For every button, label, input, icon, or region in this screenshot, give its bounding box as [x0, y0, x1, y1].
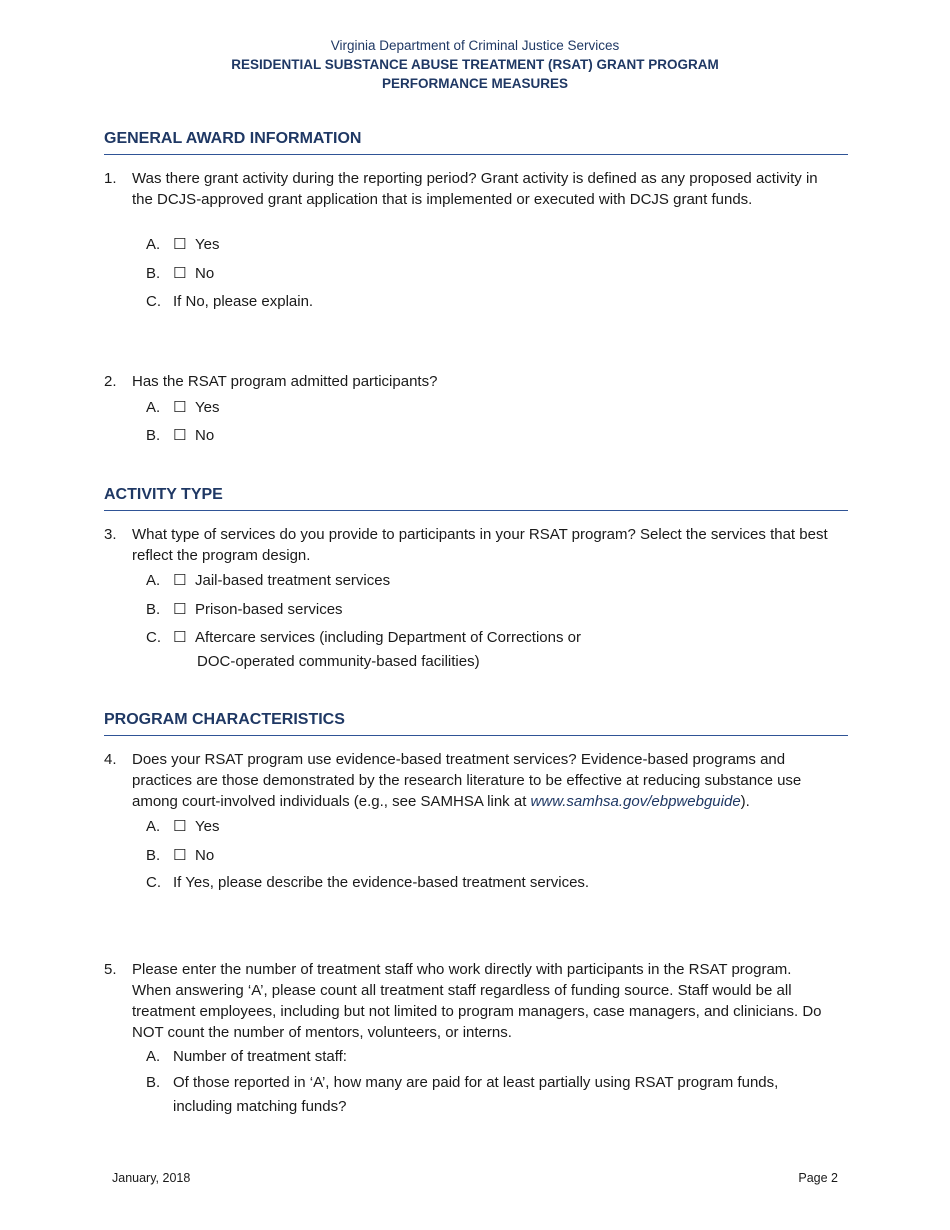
footer-page-number: Page 2	[798, 1171, 838, 1185]
checkbox-icon[interactable]: ☐	[173, 398, 187, 416]
question-number: 5.	[104, 961, 117, 978]
question-text: Has the RSAT program admitted participants?	[132, 373, 438, 390]
program-title: RESIDENTIAL SUBSTANCE ABUSE TREATMENT (RSAT) GRANT PROGRAM	[231, 57, 719, 72]
option-letter: C.	[146, 629, 161, 646]
option-letter: A.	[146, 1048, 161, 1065]
option-label: Aftercare services (including Department of Corrections or	[195, 629, 581, 646]
question-number: 2.	[104, 373, 117, 390]
option-label-continued: DOC-operated community-based facilities)	[197, 653, 480, 670]
section-program-characteristics: PROGRAM CHARACTERISTICS	[104, 711, 848, 736]
option-label: Of those reported in ‘A’, how many are paid for at least partially using RSAT program funds, including matching funds?	[173, 1074, 779, 1115]
question-text: Was there grant activity during the reporting period? Grant activity is defined as any proposed activity in the DCJS-approved grant application that is implemented or executed with DCJS grant funds.	[132, 170, 818, 208]
question-5	[104, 959, 834, 1043]
document-header	[0, 36, 950, 93]
q4-option-yes[interactable]	[146, 816, 826, 837]
checkbox-icon[interactable]: ☐	[173, 846, 187, 864]
q3-option-aftercare[interactable]	[146, 627, 826, 672]
q5-paid-staff[interactable]	[146, 1071, 826, 1119]
option-letter: B.	[146, 601, 161, 618]
question-1	[104, 168, 834, 210]
question-4	[104, 749, 834, 812]
option-letter: B.	[146, 265, 161, 282]
option-label: Jail-based treatment services	[195, 572, 391, 589]
question-number: 1.	[104, 170, 117, 187]
option-letter: B.	[146, 1074, 161, 1091]
option-letter: A.	[146, 236, 161, 253]
option-letter: A.	[146, 818, 161, 835]
section-activity-type: ACTIVITY TYPE	[104, 486, 848, 511]
question-3	[104, 524, 834, 566]
checkbox-icon[interactable]: ☐	[173, 600, 187, 618]
option-letter: A.	[146, 399, 161, 416]
q3-option-prison[interactable]	[146, 599, 826, 620]
option-label: If No, please explain.	[173, 293, 314, 310]
option-label: If Yes, please describe the evidence-based treatment services.	[173, 874, 590, 891]
question-text-part: ).	[740, 793, 750, 810]
option-label: No	[195, 265, 215, 282]
samhsa-link[interactable]: www.samhsa.gov/ebpwebguide	[530, 793, 741, 810]
option-label: Yes	[195, 236, 220, 253]
option-letter: A.	[146, 572, 161, 589]
checkbox-icon[interactable]: ☐	[173, 628, 187, 646]
q4-describe[interactable]	[146, 872, 826, 893]
checkbox-icon[interactable]: ☐	[173, 817, 187, 835]
question-text: Please enter the number of treatment staff who work directly with participants in the RSAT program. When answering ‘A’, please count all treatment staff regardless of funding source. Staff would be all treatment employees, including but not limited to program managers, case managers, and clinicians. Do NOT count the number of mentors, volunteers, or interns.	[132, 961, 822, 1041]
q2-option-no[interactable]	[146, 425, 826, 446]
option-label: Yes	[195, 818, 220, 835]
option-label: Number of treatment staff:	[173, 1048, 347, 1065]
checkbox-icon[interactable]: ☐	[173, 571, 187, 589]
q5-staff-count[interactable]	[146, 1046, 826, 1067]
option-letter: C.	[146, 874, 161, 891]
question-text: What type of services do you provide to participants in your RSAT program? Select the services that best reflect the program design.	[132, 526, 828, 564]
option-letter: B.	[146, 427, 161, 444]
option-letter: B.	[146, 847, 161, 864]
question-text	[132, 749, 834, 812]
question-text-part: Does your RSAT program use evidence-based treatment services? Evidence-based programs and practices are those demonstrated by the research literature to be effective at reducing substance use among court-involved individuals (e.g., see SAMHSA link at	[132, 751, 802, 810]
agency-name: Virginia Department of Criminal Justice Services	[330, 38, 620, 53]
q3-option-jail[interactable]	[146, 570, 826, 591]
option-label: No	[195, 847, 215, 864]
document-subtitle: PERFORMANCE MEASURES	[381, 76, 568, 91]
question-number: 3.	[104, 526, 117, 543]
q2-option-yes[interactable]	[146, 397, 826, 418]
option-label: No	[195, 427, 215, 444]
section-general-award: GENERAL AWARD INFORMATION	[104, 130, 848, 155]
q1-option-yes[interactable]	[146, 234, 826, 255]
q4-option-no[interactable]	[146, 845, 826, 866]
q1-option-no[interactable]	[146, 263, 826, 284]
option-label: Yes	[195, 399, 220, 416]
option-label: Prison-based services	[195, 601, 343, 618]
checkbox-icon[interactable]: ☐	[173, 426, 187, 444]
checkbox-icon[interactable]: ☐	[173, 264, 187, 282]
option-letter: C.	[146, 293, 161, 310]
footer-date: January, 2018	[112, 1171, 191, 1185]
checkbox-icon[interactable]: ☐	[173, 235, 187, 253]
question-2	[104, 371, 834, 392]
q1-explain[interactable]	[146, 291, 826, 312]
question-number: 4.	[104, 751, 117, 768]
